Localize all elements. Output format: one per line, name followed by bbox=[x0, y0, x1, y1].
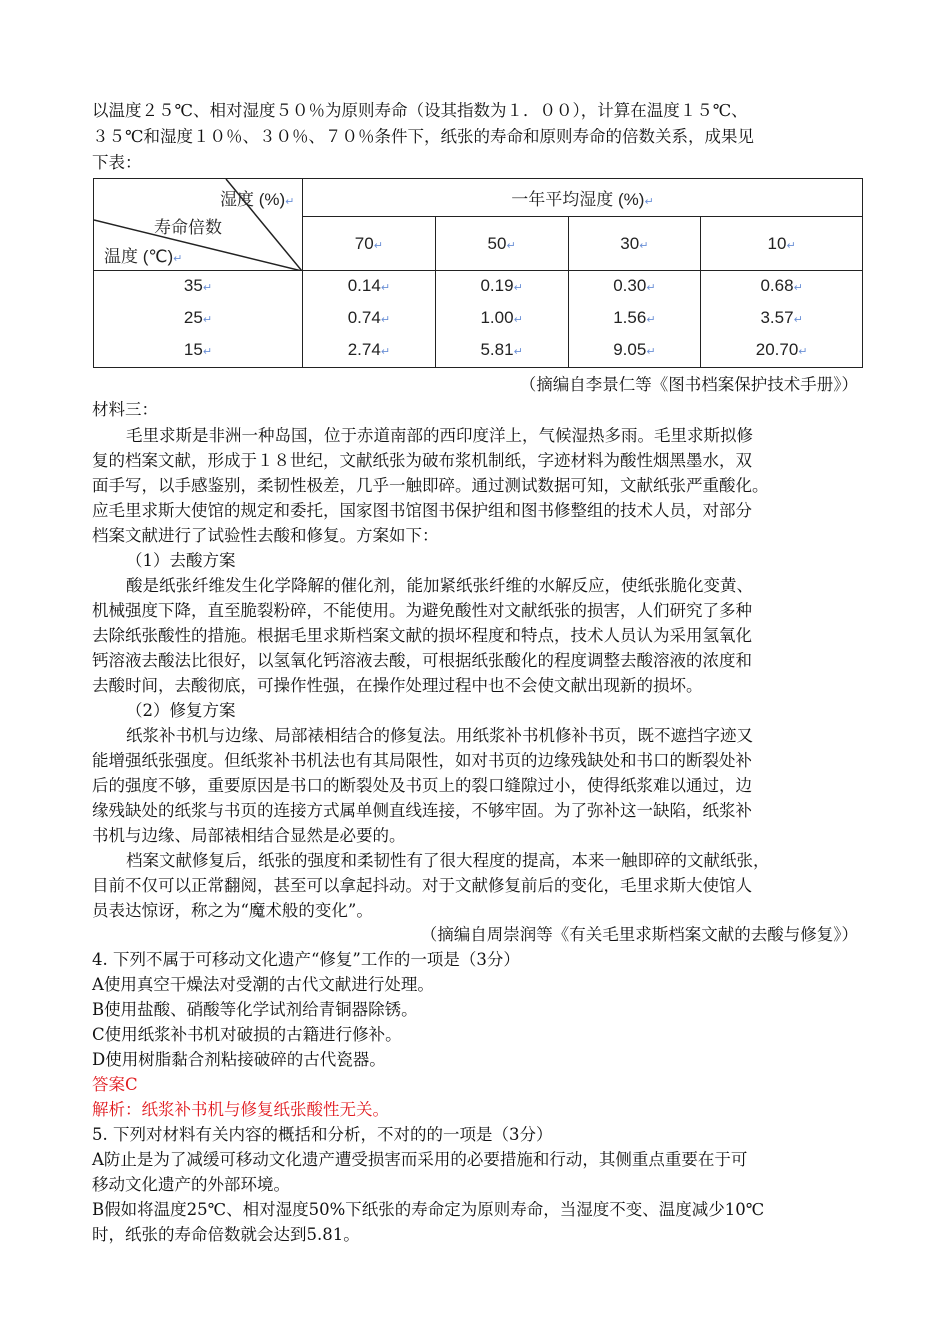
table-cell: 20.70 bbox=[755, 340, 799, 359]
question-4-stem: 4. 下列不属于可移动文化遗产“修复”工作的一项是（3分） bbox=[92, 950, 520, 969]
paragraph-line: 复的档案文献，形成于１８世纪，文献纸张为破布浆机制纸，字迹材料为酸性烟黑墨水，双 bbox=[92, 451, 752, 470]
question-5-option-b-cont: 时，纸张的寿命倍数就会达到5.81。 bbox=[92, 1225, 360, 1244]
corner-humidity-label: 湿度 (%) bbox=[220, 190, 286, 209]
humidity-group-header bbox=[303, 179, 863, 217]
corner-temp-label: 温度 (℃) bbox=[104, 247, 174, 266]
paragraph-line: 纸浆补书机与边缘、局部裱相结合的修复法。用纸浆补书机修补书页，既不遮挡字迹又 bbox=[126, 726, 753, 745]
humidity-col-header bbox=[303, 217, 436, 271]
paragraph-line: 去除纸张酸性的措施。根据毛里求斯档案文献的损坏程度和特点，技术人员认为采用氢氧化 bbox=[92, 626, 752, 645]
temp-35: 35 bbox=[183, 276, 203, 295]
paragraph-line: 机械强度下降，直至脆裂粉碎，不能使用。为避免酸性对文献纸张的损害，人们研究了多种 bbox=[92, 601, 752, 620]
values-column-30 bbox=[568, 271, 701, 368]
question-4-option-c: C使用纸浆补书机对破损的古籍进行修补。 bbox=[92, 1025, 402, 1044]
question-4-option-d: D使用树脂黏合剂粘接破碎的古代瓷器。 bbox=[92, 1050, 386, 1069]
table-cell: 0.19 bbox=[480, 276, 514, 295]
group-header-label: 一年平均湿度 (%) bbox=[511, 190, 645, 209]
table-cell: 2.74 bbox=[347, 340, 381, 359]
edit-mark-icon: ↵ bbox=[380, 314, 391, 326]
edit-mark-icon: ↵ bbox=[639, 239, 649, 252]
humidity-col-header bbox=[701, 217, 863, 271]
edit-mark-icon: ↵ bbox=[173, 253, 183, 265]
edit-mark-icon: ↵ bbox=[380, 282, 391, 294]
temp-25: 25 bbox=[183, 308, 203, 327]
edit-mark-icon: ↵ bbox=[798, 346, 808, 358]
paragraph-line: 档案文献进行了试验性去酸和修复。方案如下： bbox=[92, 526, 439, 545]
values-column-10 bbox=[701, 271, 863, 368]
intro-line-1: 以温度２５℃、相对湿度５０％为原则寿命（设其指数为１．００），计算在温度１５℃、 bbox=[92, 101, 748, 120]
question-5-stem: 5. 下列对材料有关内容的概括和分析，不对的的一项是（3分） bbox=[92, 1125, 553, 1144]
table-cell: 1.56 bbox=[613, 308, 647, 327]
edit-mark-icon: ↵ bbox=[646, 346, 656, 358]
edit-mark-icon: ↵ bbox=[506, 239, 516, 252]
question-4-answer: 答案C bbox=[92, 1075, 138, 1094]
paragraph-line: 缘残缺处的纸浆与书页的连接方式属单侧直线连接，不够牢固。为了弥补这一缺陷，纸浆补 bbox=[92, 801, 752, 820]
humidity-50-label: 50 bbox=[487, 233, 507, 253]
paragraph-line: 能增强纸张强度。但纸浆补书机法也有其局限性，如对书页的边缘残缺处和书口的断裂处补 bbox=[92, 751, 752, 770]
table-cell: 0.30 bbox=[613, 276, 647, 295]
question-5-option-a: A防止是为了减缓可移动文化遗产遭受损害而采用的必要措施和行动，其侧重点重要在于可 bbox=[92, 1150, 748, 1169]
edit-mark-icon: ↵ bbox=[513, 314, 523, 326]
paragraph-line: 钙溶液去酸法比很好，以氢氧化钙溶液去酸，可根据纸张酸化的程度调整去酸溶液的浓度和 bbox=[92, 651, 752, 670]
question-4-option-b: B使用盐酸、硝酸等化学试剂给青铜器除锈。 bbox=[92, 1000, 418, 1019]
edit-mark-icon: ↵ bbox=[285, 196, 295, 208]
table-cell: 0.14 bbox=[347, 276, 381, 295]
values-column-50 bbox=[435, 271, 568, 368]
question-4-analysis: 解析：纸浆补书机与修复纸张酸性无关。 bbox=[92, 1100, 389, 1119]
paper-lifetime-table bbox=[93, 178, 863, 368]
table-cell: 0.68 bbox=[760, 276, 794, 295]
temperature-column bbox=[94, 271, 303, 368]
section-heading-deacidification: （1）去酸方案 bbox=[126, 551, 236, 570]
edit-mark-icon: ↵ bbox=[513, 346, 523, 358]
humidity-col-header bbox=[435, 217, 568, 271]
temp-15: 15 bbox=[183, 340, 203, 359]
paragraph-line: 书机与边缘、局部裱相结合显然是必要的。 bbox=[92, 826, 406, 845]
paragraph-line: 后的强度不够，重要原因是书口的断裂处及书页上的裂口缝隙过小，使得纸浆难以通过，边 bbox=[92, 776, 752, 795]
edit-mark-icon: ↵ bbox=[513, 282, 523, 294]
question-5-option-a-cont: 移动文化遗产的外部环境。 bbox=[92, 1175, 290, 1194]
edit-mark-icon: ↵ bbox=[202, 282, 213, 294]
paragraph-line: 毛里求斯是非洲一种岛国，位于赤道南部的西印度洋上，气候湿热多雨。毛里求斯拟修 bbox=[126, 426, 753, 445]
edit-mark-icon: ↵ bbox=[202, 314, 213, 326]
edit-mark-icon: ↵ bbox=[646, 282, 656, 294]
edit-mark-icon: ↵ bbox=[786, 239, 796, 252]
edit-mark-icon: ↵ bbox=[793, 282, 803, 294]
paragraph-line: 面手写，以手感鉴别，柔韧性极差，几乎一触即碎。通过测试数据可知，文献纸张严重酸化。 bbox=[92, 476, 769, 495]
table-cell: 5.81 bbox=[480, 340, 514, 359]
edit-mark-icon: ↵ bbox=[646, 314, 656, 326]
intro-line-2: ３５℃和湿度１０％、３０％、７０％条件下，纸张的寿命和原则寿命的倍数关系，成果见 bbox=[92, 127, 754, 146]
source-citation-1: （摘编自李景仁等《图书档案保护技术手册》） bbox=[519, 375, 858, 394]
table-cell: 0.74 bbox=[347, 308, 381, 327]
table-cell: 3.57 bbox=[760, 308, 794, 327]
paragraph-line: 档案文献修复后，纸张的强度和柔韧性有了很大程度的提高，本来一触即碎的文献纸张， bbox=[126, 851, 770, 870]
question-4-option-a: A使用真空干燥法对受潮的古代文献进行处理。 bbox=[92, 975, 434, 994]
humidity-10-label: 10 bbox=[767, 233, 787, 253]
table-corner-header bbox=[94, 179, 303, 271]
edit-mark-icon: ↵ bbox=[644, 196, 654, 208]
humidity-col-header bbox=[568, 217, 701, 271]
paragraph-line: 应毛里求斯大使馆的规定和委托，国家图书馆图书保护组和图书修整组的技术人员，对部分 bbox=[92, 501, 752, 520]
values-column-70 bbox=[303, 271, 436, 368]
table-cell: 9.05 bbox=[613, 340, 647, 359]
table-cell: 1.00 bbox=[480, 308, 514, 327]
paragraph-line: 酸是纸张纤维发生化学降解的催化剂，能加紧纸张纤维的水解反应，使纸张脆化变黄、 bbox=[126, 576, 753, 595]
intro-line-3: 下表： bbox=[92, 153, 142, 172]
paragraph-line: 去酸时间，去酸彻底，可操作性强，在操作处理过程中也不会使文献出现新的损坏。 bbox=[92, 676, 703, 695]
source-citation-2: （摘编自周崇润等《有关毛里求斯档案文献的去酸与修复》） bbox=[420, 925, 858, 944]
edit-mark-icon: ↵ bbox=[202, 346, 213, 358]
question-5-option-b: B假如将温度25℃、相对湿度50%下纸张的寿命定为原则寿命，当湿度不变、温度减少10℃ bbox=[92, 1200, 765, 1219]
material-3-heading: 材料三： bbox=[92, 400, 158, 419]
corner-multiple-label: 寿命倍数 bbox=[154, 218, 222, 237]
humidity-30-label: 30 bbox=[620, 233, 640, 253]
paragraph-line: 目前不仅可以正常翻阅，甚至可以拿起抖动。对于文献修复前后的变化，毛里求斯大使馆人 bbox=[92, 876, 752, 895]
section-heading-repair: （2）修复方案 bbox=[126, 701, 236, 720]
edit-mark-icon: ↵ bbox=[793, 314, 803, 326]
edit-mark-icon: ↵ bbox=[373, 239, 383, 252]
humidity-70-label: 70 bbox=[354, 233, 374, 253]
edit-mark-icon: ↵ bbox=[380, 346, 391, 358]
paragraph-line: 员表达惊讶，称之为“魔术般的变化”。 bbox=[92, 901, 373, 920]
